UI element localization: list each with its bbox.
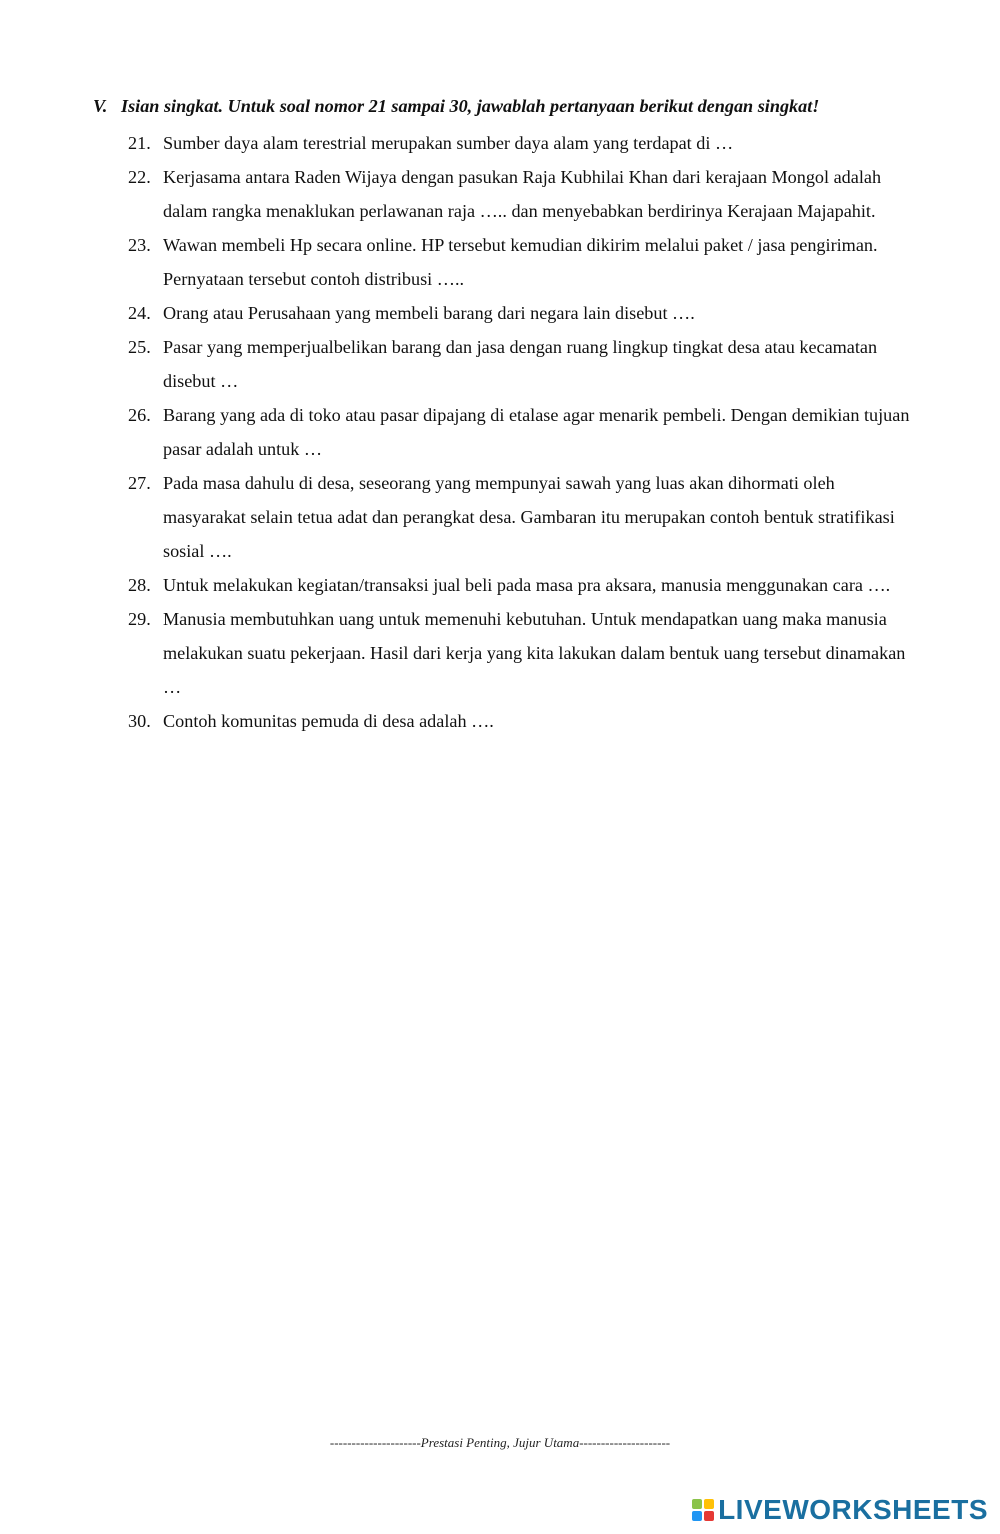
question-item <box>128 330 918 398</box>
question-text: Contoh komunitas pemuda di desa adalah …. <box>163 711 494 731</box>
question-text: Manusia membutuhkan uang untuk memenuhi kebutuhan. Untuk mendapatkan uang maka manusia melakukan suatu pekerjaan. Hasil dari kerja yang kita lakukan dalam bentuk uang tersebut dinamakan … <box>163 609 906 697</box>
question-text: Barang yang ada di toko atau pasar dipajang di etalase agar menarik pembeli. Dengan demikian tujuan pasar adalah untuk … <box>163 405 910 459</box>
question-number: 22. <box>128 167 151 187</box>
question-text: Wawan membeli Hp secara online. HP tersebut kemudian dikirim melalui paket / jasa pengiriman. Pernyataan tersebut contoh distribusi ….. <box>163 235 878 289</box>
question-list <box>128 126 918 738</box>
question-item <box>128 126 918 160</box>
question-item <box>128 704 918 738</box>
question-text: Sumber daya alam terestrial merupakan sumber daya alam yang terdapat di … <box>163 133 734 153</box>
question-item <box>128 296 918 330</box>
question-number: 27. <box>128 473 151 493</box>
liveworksheets-watermark <box>692 1492 988 1528</box>
question-number: 28. <box>128 575 151 595</box>
question-number: 25. <box>128 337 151 357</box>
question-item <box>128 602 918 704</box>
question-number: 30. <box>128 711 151 731</box>
question-text: Kerjasama antara Raden Wijaya dengan pasukan Raja Kubhilai Khan dari kerajaan Mongol adalah dalam rangka menaklukan perlawanan raja ….. dan menyebabkan berdirinya Kerajaan Majapahit. <box>163 167 882 221</box>
question-number: 29. <box>128 609 151 629</box>
question-text: Pasar yang memperjualbelikan barang dan jasa dengan ruang lingkup tingkat desa atau kecamatan disebut … <box>163 337 878 391</box>
liveworksheets-logo-icon <box>692 1499 714 1521</box>
question-item <box>128 466 918 568</box>
question-item <box>128 568 918 602</box>
question-item <box>128 160 918 228</box>
question-number: 21. <box>128 133 151 153</box>
question-text: Untuk melakukan kegiatan/transaksi jual beli pada masa pra aksara, manusia menggunakan cara …. <box>163 575 891 595</box>
question-number: 26. <box>128 405 151 425</box>
section-instruction: Isian singkat. Untuk soal nomor 21 sampai 30, jawablah pertanyaan berikut dengan singkat! <box>121 96 820 116</box>
question-text: Pada masa dahulu di desa, seseorang yang mempunyai sawah yang luas akan dihormati oleh masyarakat selain tetua adat dan perangkat desa. Gambaran itu merupakan contoh bentuk stratifikasi sosial …. <box>163 473 895 561</box>
page-footer: ---------------------Prestasi Penting, Jujur Utama--------------------- <box>329 1435 671 1450</box>
question-item <box>128 228 918 296</box>
question-item <box>128 398 918 466</box>
section-heading <box>93 92 973 120</box>
question-text: Orang atau Perusahaan yang membeli barang dari negara lain disebut …. <box>163 303 695 323</box>
watermark-text: LIVEWORKSHEETS <box>718 1494 988 1525</box>
question-number: 24. <box>128 303 151 323</box>
section-number: V. <box>93 96 108 116</box>
question-number: 23. <box>128 235 151 255</box>
